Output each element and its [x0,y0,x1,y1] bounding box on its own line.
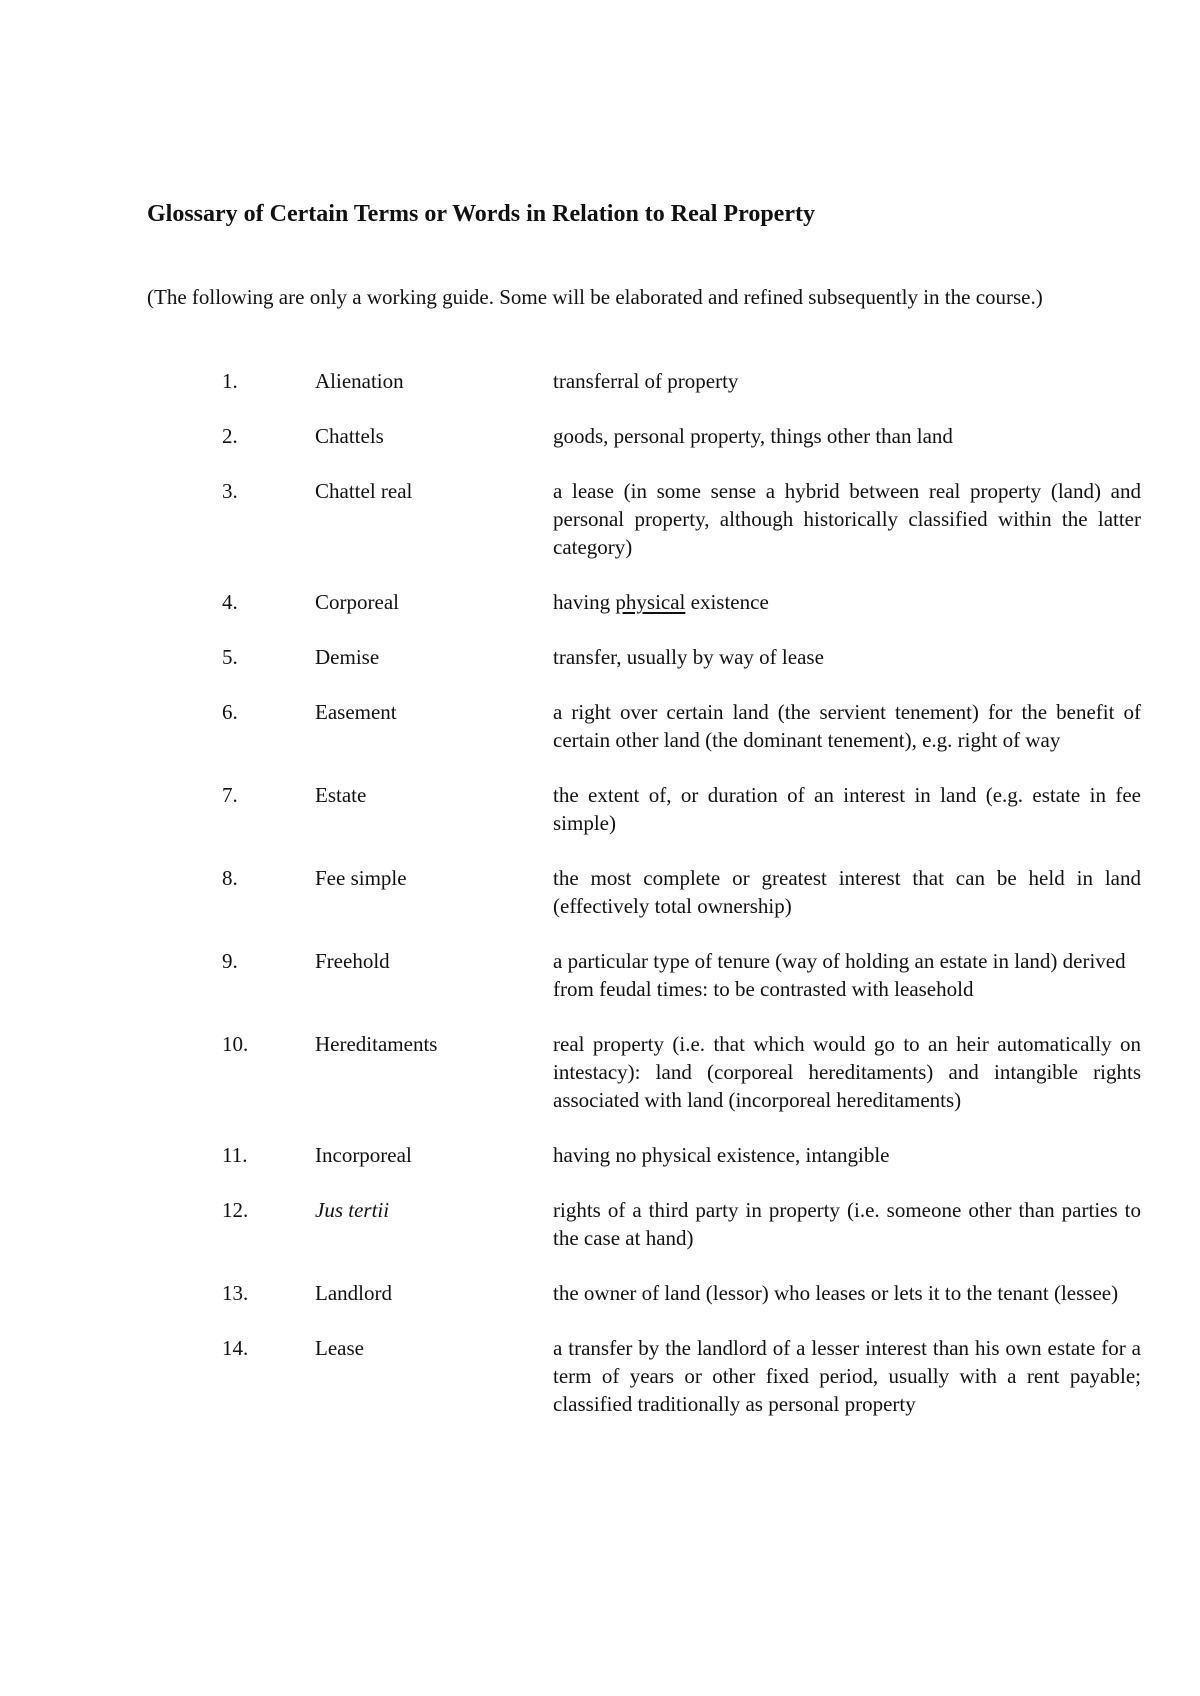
entry-definition: transferral of property [553,369,739,393]
entry-term: Jus tertii [315,1198,390,1222]
entry-number: 11. [222,1143,248,1167]
entry-number: 13. [222,1281,249,1305]
entry-definition: the most complete or greatest interest that can be held in land (effectively total ownership) [553,866,1141,918]
glossary-list [0,367,1200,1445]
entry-term: Chattel real [315,479,413,503]
entry-term: Demise [315,645,380,669]
glossary-entry [0,422,1200,450]
entry-term: Freehold [315,949,390,973]
entry-definition: goods, personal property, things other than land [553,424,953,448]
glossary-entry [0,1334,1200,1418]
entry-term: Incorporeal [315,1143,412,1167]
entry-number: 4. [222,590,238,614]
glossary-entry [0,588,1200,616]
entry-term: Landlord [315,1281,392,1305]
entry-definition: a lease (in some sense a hybrid between real property (land) and personal property, although historically classified within the latter category) [553,479,1141,559]
definition-text: having [553,590,616,614]
entry-number: 10. [222,1032,249,1056]
entry-number: 3. [222,479,238,503]
entry-term: Fee simple [315,866,407,890]
page-title: Glossary of Certain Terms or Words in Relation to Real Property [147,201,815,227]
entry-definition [553,588,1141,616]
entry-term: Hereditaments [315,1032,438,1056]
entry-number: 8. [222,866,238,890]
glossary-entry [0,1141,1200,1169]
entry-number: 5. [222,645,238,669]
entry-definition: the owner of land (lessor) who leases or lets it to the tenant (lessee) [553,1281,1119,1305]
glossary-entry [0,781,1200,837]
definition-text: existence [685,590,769,614]
entry-definition: the extent of, or duration of an interest in land (e.g. estate in fee simple) [553,783,1141,835]
glossary-entry [0,643,1200,671]
glossary-entry [0,864,1200,920]
entry-term: Alienation [315,369,404,393]
glossary-entry [0,698,1200,754]
entry-number: 14. [222,1336,249,1360]
entry-term: Easement [315,700,397,724]
entry-term: Corporeal [315,590,399,614]
glossary-entry [0,947,1200,1003]
glossary-entry [0,367,1200,395]
entry-definition: transfer, usually by way of lease [553,645,824,669]
entry-definition: a right over certain land (the servient tenement) for the benefit of certain other land (the dominant tenement), e.g. right of way [553,700,1141,752]
glossary-entry [0,1030,1200,1114]
entry-definition: rights of a third party in property (i.e. someone other than parties to the case at hand) [553,1198,1141,1250]
glossary-entry [0,477,1200,561]
glossary-entry [0,1196,1200,1252]
entry-number: 12. [222,1198,249,1222]
entry-term: Lease [315,1336,364,1360]
entry-definition: a particular type of tenure (way of holding an estate in land) derived from feudal times: to be contrasted with leasehold [553,949,1126,1001]
entry-term: Estate [315,783,367,807]
entry-definition: a transfer by the landlord of a lesser interest than his own estate for a term of years or other fixed period, usually with a rent payable; classified traditionally as personal property [553,1336,1141,1416]
glossary-entry [0,1279,1200,1307]
intro-note: (The following are only a working guide. Some will be elaborated and refined subsequently in the course.) [147,285,1043,309]
entry-term: Chattels [315,424,384,448]
entry-number: 6. [222,700,238,724]
entry-number: 9. [222,949,238,973]
entry-number: 1. [222,369,238,393]
entry-definition: having no physical existence, intangible [553,1143,890,1167]
entry-number: 7. [222,783,238,807]
entry-number: 2. [222,424,238,448]
underlined-word: physical [615,590,686,614]
entry-definition: real property (i.e. that which would go to an heir automatically on intestacy): land (corporeal hereditaments) and intangible rights associated with land (incorporeal hereditaments) [553,1032,1141,1112]
